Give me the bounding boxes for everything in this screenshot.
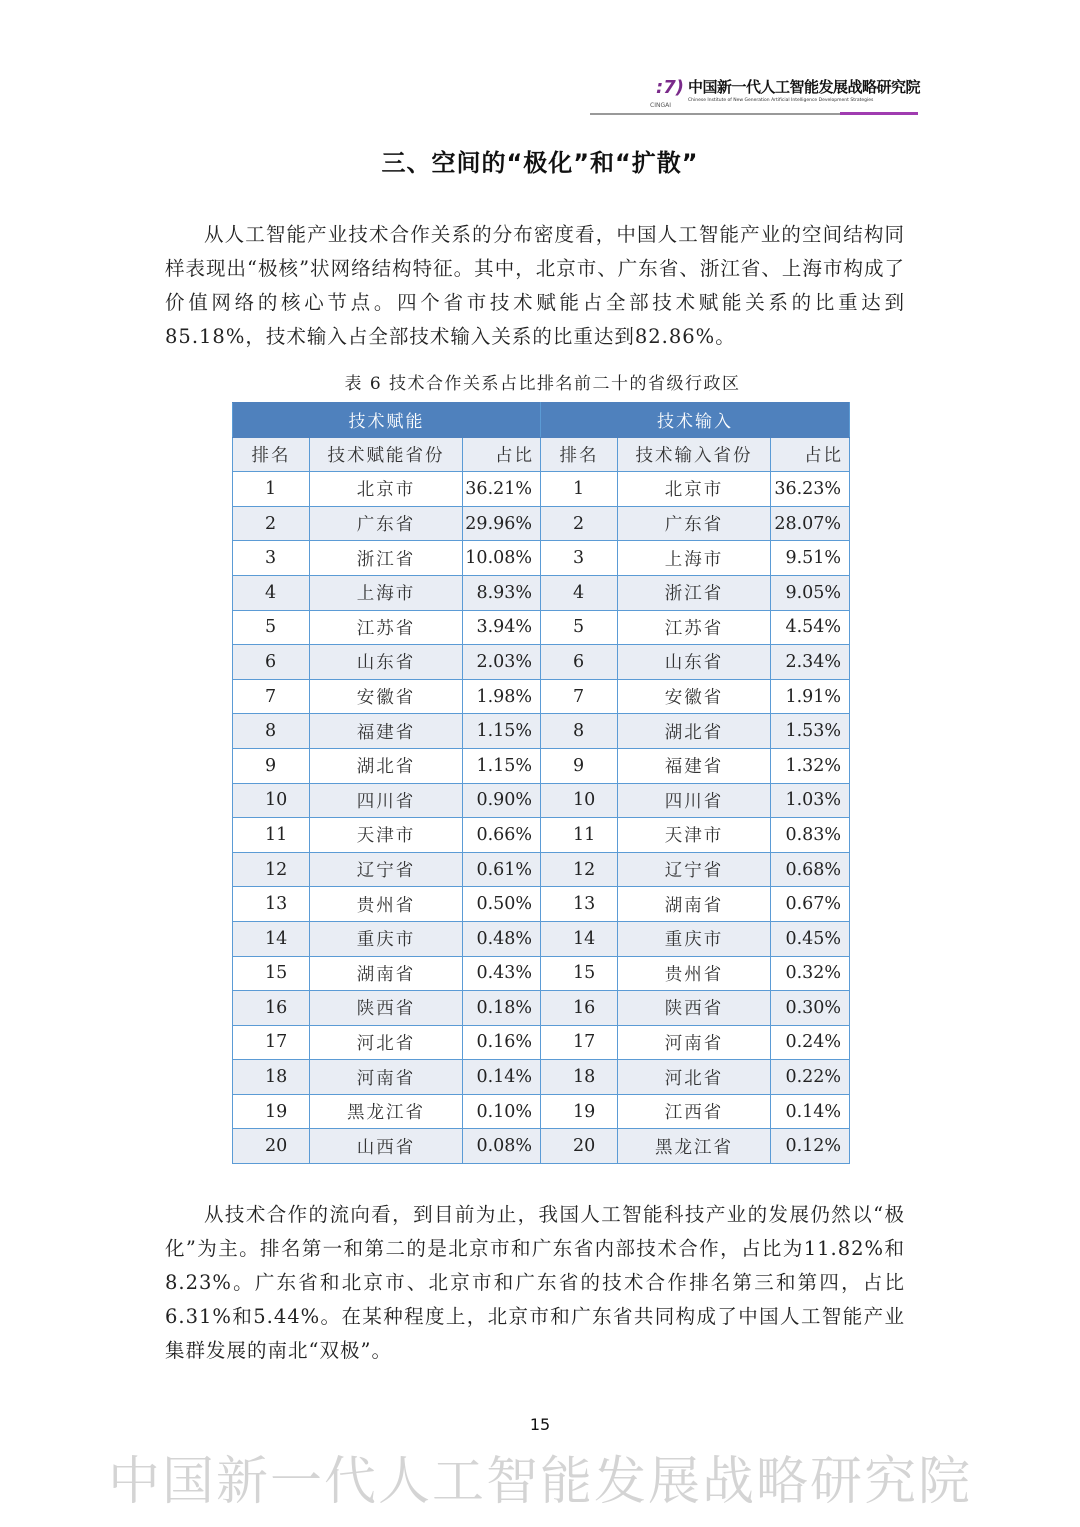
rank-cell: 16	[233, 991, 310, 1026]
province-cell: 黑龙江省	[618, 1129, 771, 1164]
province-cell: 陕西省	[618, 991, 771, 1026]
rank-cell: 13	[233, 887, 310, 922]
share-cell: 0.66%	[463, 818, 541, 853]
province-cell: 北京市	[310, 472, 463, 507]
share-cell: 0.12%	[771, 1129, 850, 1164]
table-row	[233, 610, 850, 645]
province-cell: 山东省	[618, 645, 771, 680]
share-cell: 0.14%	[463, 1060, 541, 1095]
province-cell: 浙江省	[310, 541, 463, 576]
share-cell: 0.22%	[771, 1060, 850, 1095]
province-cell: 湖南省	[618, 887, 771, 922]
rank-cell: 20	[233, 1129, 310, 1164]
header-accent-divider	[840, 112, 918, 115]
table-row	[233, 852, 850, 887]
share-cell: 4.54%	[771, 610, 850, 645]
rank-cell: 13	[541, 887, 618, 922]
rank-cell: 18	[233, 1060, 310, 1095]
rank-cell: 18	[541, 1060, 618, 1095]
province-cell: 黑龙江省	[310, 1094, 463, 1129]
province-cell: 山东省	[310, 645, 463, 680]
province-cell: 辽宁省	[310, 852, 463, 887]
share-cell: 1.15%	[463, 714, 541, 749]
rank-cell: 15	[541, 956, 618, 991]
province-cell: 湖北省	[618, 714, 771, 749]
share-cell: 36.23%	[771, 472, 850, 507]
province-cell: 山西省	[310, 1129, 463, 1164]
header-logo	[650, 78, 920, 112]
province-ranking-table	[232, 402, 850, 1164]
table-row	[233, 887, 850, 922]
share-cell: 0.24%	[771, 1025, 850, 1060]
share-cell: 0.30%	[771, 991, 850, 1026]
table-row	[233, 991, 850, 1026]
province-cell: 广东省	[310, 506, 463, 541]
table-row	[233, 748, 850, 783]
share-cell: 0.43%	[463, 956, 541, 991]
province-cell: 江西省	[618, 1094, 771, 1129]
share-cell: 0.90%	[463, 783, 541, 818]
org-name-en: Chinese Institute of New Generation Artificial Intelligence Development Strategies	[688, 98, 874, 103]
rank-cell: 12	[233, 852, 310, 887]
share-cell: 1.32%	[771, 748, 850, 783]
table-row	[233, 714, 850, 749]
share-cell: 0.14%	[771, 1094, 850, 1129]
province-cell: 辽宁省	[618, 852, 771, 887]
share-cell: 1.53%	[771, 714, 850, 749]
share-cell: 36.21%	[463, 472, 541, 507]
paragraph-2: 从技术合作的流向看，到目前为止，我国人工智能科技产业的发展仍然以“极化”为主。排名第一和第二的是北京市和广东省内部技术合作，占比为11.82%和8.23%。广东省和北京市、北京市和广东省的技术合作排名第三和第四，占比6.31%和5.44%。在某种程度上，北京市和广东省共同构成了中国人工智能产业集群发展的南北“双极”。	[165, 1203, 905, 1362]
rank-cell: 16	[541, 991, 618, 1026]
share-cell: 8.93%	[463, 575, 541, 610]
rank-cell: 14	[541, 921, 618, 956]
col-header: 占比	[463, 437, 541, 472]
share-cell: 9.51%	[771, 541, 850, 576]
page-number: 15	[529, 1415, 551, 1434]
province-cell: 福建省	[310, 714, 463, 749]
table-row	[233, 783, 850, 818]
province-cell: 广东省	[618, 506, 771, 541]
rank-cell: 4	[233, 575, 310, 610]
province-cell: 江苏省	[310, 610, 463, 645]
province-cell: 重庆市	[618, 921, 771, 956]
rank-cell: 2	[233, 506, 310, 541]
province-cell: 河南省	[310, 1060, 463, 1095]
share-cell: 1.98%	[463, 679, 541, 714]
col-header: 排名	[233, 437, 310, 472]
table-row	[233, 645, 850, 680]
province-cell: 江苏省	[618, 610, 771, 645]
rank-cell: 7	[541, 679, 618, 714]
rank-cell: 14	[233, 921, 310, 956]
rank-cell: 9	[541, 748, 618, 783]
share-cell: 0.50%	[463, 887, 541, 922]
rank-cell: 4	[541, 575, 618, 610]
rank-cell: 5	[233, 610, 310, 645]
rank-cell: 17	[233, 1025, 310, 1060]
col-header: 排名	[541, 437, 618, 472]
rank-cell: 8	[233, 714, 310, 749]
rank-cell: 11	[541, 818, 618, 853]
province-cell: 安徽省	[310, 679, 463, 714]
table-row	[233, 956, 850, 991]
share-cell: 2.03%	[463, 645, 541, 680]
share-cell: 0.16%	[463, 1025, 541, 1060]
table-row	[233, 1129, 850, 1164]
table-row	[233, 679, 850, 714]
share-cell: 3.94%	[463, 610, 541, 645]
province-cell: 天津市	[618, 818, 771, 853]
province-cell: 上海市	[618, 541, 771, 576]
share-cell: 10.08%	[463, 541, 541, 576]
share-cell: 0.32%	[771, 956, 850, 991]
rank-cell: 6	[541, 645, 618, 680]
rank-cell: 1	[233, 472, 310, 507]
share-cell: 28.07%	[771, 506, 850, 541]
paragraph-1: 从人工智能产业技术合作关系的分布密度看，中国人工智能产业的空间结构同样表现出“极核”状网络结构特征。其中，北京市、广东省、浙江省、上海市构成了价值网络的核心节点。四个省市技术赋能占全部技术赋能关系的比重达到85.18%，技术输入占全部技术输入关系的比重达到82.86%。	[165, 223, 905, 348]
rank-cell: 3	[233, 541, 310, 576]
group-header-empowerment: 技术赋能	[233, 403, 541, 438]
table-row	[233, 1060, 850, 1095]
share-cell: 0.83%	[771, 818, 850, 853]
rank-cell: 7	[233, 679, 310, 714]
share-cell: 0.61%	[463, 852, 541, 887]
province-cell: 湖南省	[310, 956, 463, 991]
share-cell: 0.18%	[463, 991, 541, 1026]
watermark: 中国新一代人工智能发展战略研究院	[107, 1452, 972, 1512]
share-cell: 0.67%	[771, 887, 850, 922]
province-cell: 浙江省	[618, 575, 771, 610]
rank-cell: 9	[233, 748, 310, 783]
header-divider	[590, 113, 840, 115]
rank-cell: 11	[233, 818, 310, 853]
share-cell: 2.34%	[771, 645, 850, 680]
org-name-cn: 中国新一代人工智能发展战略研究院	[688, 78, 921, 96]
share-cell: 0.48%	[463, 921, 541, 956]
col-header: 占比	[771, 437, 850, 472]
rank-cell: 15	[233, 956, 310, 991]
section-title: 三、空间的“极化”和“扩散”	[381, 149, 699, 177]
province-cell: 四川省	[310, 783, 463, 818]
table-row	[233, 1094, 850, 1129]
share-cell: 0.45%	[771, 921, 850, 956]
province-cell: 上海市	[310, 575, 463, 610]
rank-cell: 5	[541, 610, 618, 645]
rank-cell: 10	[541, 783, 618, 818]
col-header: 技术输入省份	[618, 437, 771, 472]
province-cell: 北京市	[618, 472, 771, 507]
rank-cell: 8	[541, 714, 618, 749]
province-cell: 陕西省	[310, 991, 463, 1026]
rank-cell: 3	[541, 541, 618, 576]
province-cell: 福建省	[618, 748, 771, 783]
institute-logo-icon: :7) CINGAI	[650, 77, 684, 109]
province-cell: 河北省	[618, 1060, 771, 1095]
province-cell: 四川省	[618, 783, 771, 818]
share-cell: 1.91%	[771, 679, 850, 714]
table-row	[233, 921, 850, 956]
table-row	[233, 1025, 850, 1060]
table-row	[233, 541, 850, 576]
province-cell: 贵州省	[618, 956, 771, 991]
table-row	[233, 575, 850, 610]
share-cell: 9.05%	[771, 575, 850, 610]
rank-cell: 10	[233, 783, 310, 818]
rank-cell: 19	[541, 1094, 618, 1129]
province-cell: 河南省	[618, 1025, 771, 1060]
rank-cell: 19	[233, 1094, 310, 1129]
table-row	[233, 506, 850, 541]
share-cell: 0.08%	[463, 1129, 541, 1164]
rank-cell: 20	[541, 1129, 618, 1164]
province-cell: 河北省	[310, 1025, 463, 1060]
province-cell: 重庆市	[310, 921, 463, 956]
province-cell: 贵州省	[310, 887, 463, 922]
share-cell: 0.10%	[463, 1094, 541, 1129]
rank-cell: 12	[541, 852, 618, 887]
table-caption: 表 6 技术合作关系占比排名前二十的省级行政区	[344, 374, 741, 394]
rank-cell: 6	[233, 645, 310, 680]
table-row	[233, 472, 850, 507]
rank-cell: 1	[541, 472, 618, 507]
share-cell: 29.96%	[463, 506, 541, 541]
province-cell: 天津市	[310, 818, 463, 853]
share-cell: 1.03%	[771, 783, 850, 818]
group-header-input: 技术输入	[541, 403, 850, 438]
col-header: 技术赋能省份	[310, 437, 463, 472]
share-cell: 0.68%	[771, 852, 850, 887]
province-cell: 安徽省	[618, 679, 771, 714]
rank-cell: 17	[541, 1025, 618, 1060]
table-row	[233, 818, 850, 853]
province-cell: 湖北省	[310, 748, 463, 783]
column-header-row	[233, 437, 850, 472]
share-cell: 1.15%	[463, 748, 541, 783]
rank-cell: 2	[541, 506, 618, 541]
